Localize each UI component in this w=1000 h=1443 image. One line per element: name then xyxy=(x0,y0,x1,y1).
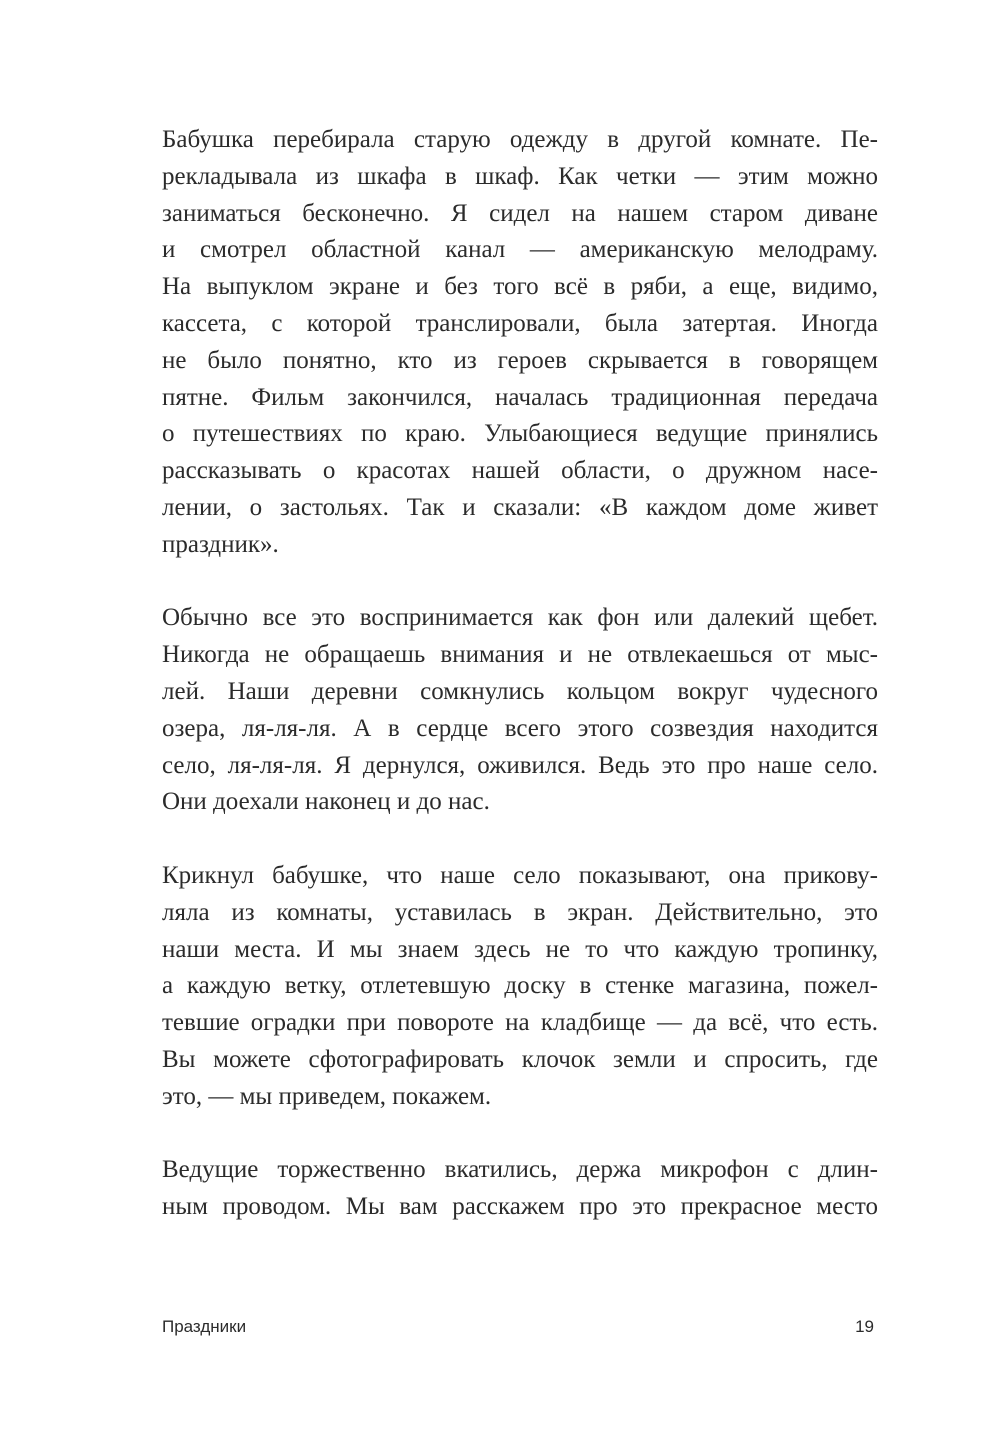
paragraph xyxy=(162,858,878,1116)
page-footer xyxy=(162,1317,878,1345)
text-line: ляла из комнаты, уставилась в экран. Действительно, это xyxy=(162,898,878,926)
text-line: кассета, с которой транслировали, была затертая. Иногда xyxy=(162,309,878,337)
text-line: не было понятно, кто из героев скрывается в говорящем xyxy=(162,346,878,374)
paragraph xyxy=(162,1152,878,1226)
body-text xyxy=(162,122,878,1226)
text-line: Вы можете сфотографировать клочок земли и спросить, где xyxy=(162,1045,878,1073)
paragraph xyxy=(162,122,878,564)
text-line: пятне. Фильм закончился, началась традиционная передача xyxy=(162,383,878,411)
text-line: На выпуклом экране и без того всё в ряби, а еще, видимо, xyxy=(162,273,878,301)
text-line: о путешествиях по краю. Улыбающиеся ведущие принялись xyxy=(162,420,878,448)
text-line: рассказывать о красотах нашей области, о дружном насе- xyxy=(162,457,878,485)
text-line: Ведущие торжественно вкатились, держа микрофон с длин- xyxy=(162,1156,878,1184)
text-line: заниматься бесконечно. Я сидел на нашем старом диване xyxy=(162,199,878,227)
paragraph-gap xyxy=(162,564,878,601)
text-line: село, ля-ля-ля. Я дернулся, оживился. Ведь это про наше село. xyxy=(162,751,878,779)
text-line: лении, о застольях. Так и сказали: «В каждом доме живет xyxy=(162,493,878,521)
paragraph-gap xyxy=(162,1116,878,1153)
paragraph xyxy=(162,600,878,821)
text-line: Никогда не обращаешь внимания и не отвлекаешься от мыс- xyxy=(162,641,878,669)
text-line: ным проводом. Мы вам расскажем про это прекрасное место xyxy=(162,1193,878,1221)
page-number: 19 xyxy=(855,1317,874,1336)
text-line: праздник». xyxy=(162,530,279,558)
text-line: озера, ля-ля-ля. А в сердце всего этого созвездия находится xyxy=(162,714,878,742)
text-line: рекладывала из шкафа в шкаф. Как четки — этим можно xyxy=(162,162,878,190)
text-line: наши места. И мы знаем здесь не то что каждую тропинку, xyxy=(162,935,878,963)
text-line: Бабушка перебирала старую одежду в другой комнате. Пе- xyxy=(162,126,878,153)
text-line: тевшие оградки при повороте на кладбище — да всё, что есть. xyxy=(162,1009,878,1037)
text-line: Крикнул бабушке, что наше село показывают, она прикову- xyxy=(162,861,878,889)
text-line: лей. Наши деревни сомкнулись кольцом вокруг чудесного xyxy=(162,677,878,705)
paragraph-gap xyxy=(162,821,878,858)
text-line: и смотрел областной канал — американскую мелодраму. xyxy=(162,236,878,264)
running-footer-title: Праздники xyxy=(162,1317,247,1336)
text-line: это, — мы приведем, покажем. xyxy=(162,1082,492,1110)
text-line: Обычно все это воспринимается как фон или далекий щебет. xyxy=(162,604,878,632)
text-line: Они доехали наконец и до нас. xyxy=(162,788,490,816)
text-line: а каждую ветку, отлетевшую доску в стенке магазина, пожел- xyxy=(162,972,878,1000)
